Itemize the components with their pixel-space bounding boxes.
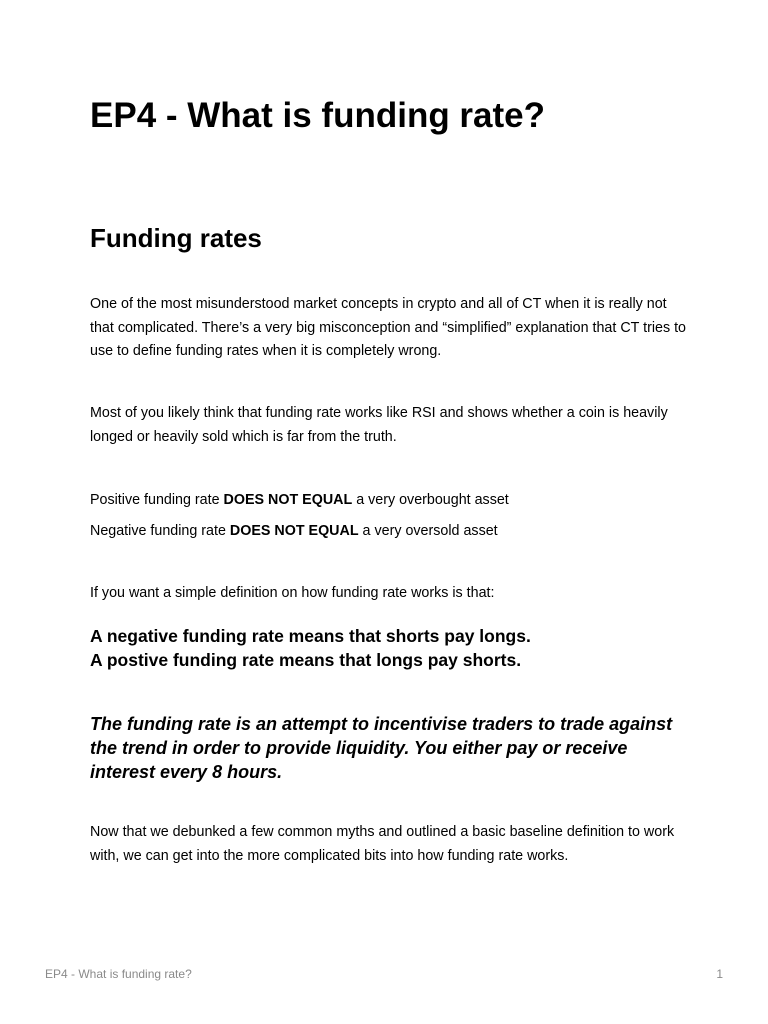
closing-paragraph: Now that we debunked a few common myths and outlined a basic baseline definition to work with, we can get into the more complicated bits into how funding rate works. (90, 824, 675, 864)
rsi-misconception-paragraph: Most of you likely think that funding rate works like RSI and shows whether a coin is heavily longed or heavily sold which is far from the truth. (90, 405, 668, 445)
negative-funding-prefix: Negative funding rate (90, 523, 230, 539)
negative-funding-line (90, 521, 498, 541)
positive-funding-prefix: Positive funding rate (90, 492, 224, 508)
section-title: Funding rates (90, 223, 262, 253)
positive-funding-emphasis: DOES NOT EQUAL (223, 492, 353, 508)
positive-funding-suffix: a very overbought asset (352, 492, 509, 508)
page-title: EP4 - What is funding rate? (90, 96, 546, 135)
negative-funding-emphasis: DOES NOT EQUAL (229, 523, 359, 539)
footer-page-number: 1 (716, 967, 723, 981)
intro-paragraph: One of the most misunderstood market concepts in crypto and all of CT when it is really not that complicated. There’s a very big misconception and “simplified” explanation that CT tries to use to define funding rates when it is completely wrong. (90, 296, 687, 359)
negative-funding-suffix: a very oversold asset (358, 523, 498, 539)
definition-line-positive: A postive funding rate means that longs pay shorts. (90, 650, 522, 670)
definition-line-negative: A negative funding rate means that shorts pay longs. (90, 626, 531, 646)
positive-funding-line (90, 490, 509, 510)
definition-intro: If you want a simple definition on how funding rate works is that: (90, 585, 495, 601)
funding-rate-statement: The funding rate is an attempt to incentivise traders to trade against the trend in order to provide liquidity. You either pay or receive interest every 8 hours. (90, 714, 673, 782)
footer-title: EP4 - What is funding rate? (45, 967, 192, 981)
